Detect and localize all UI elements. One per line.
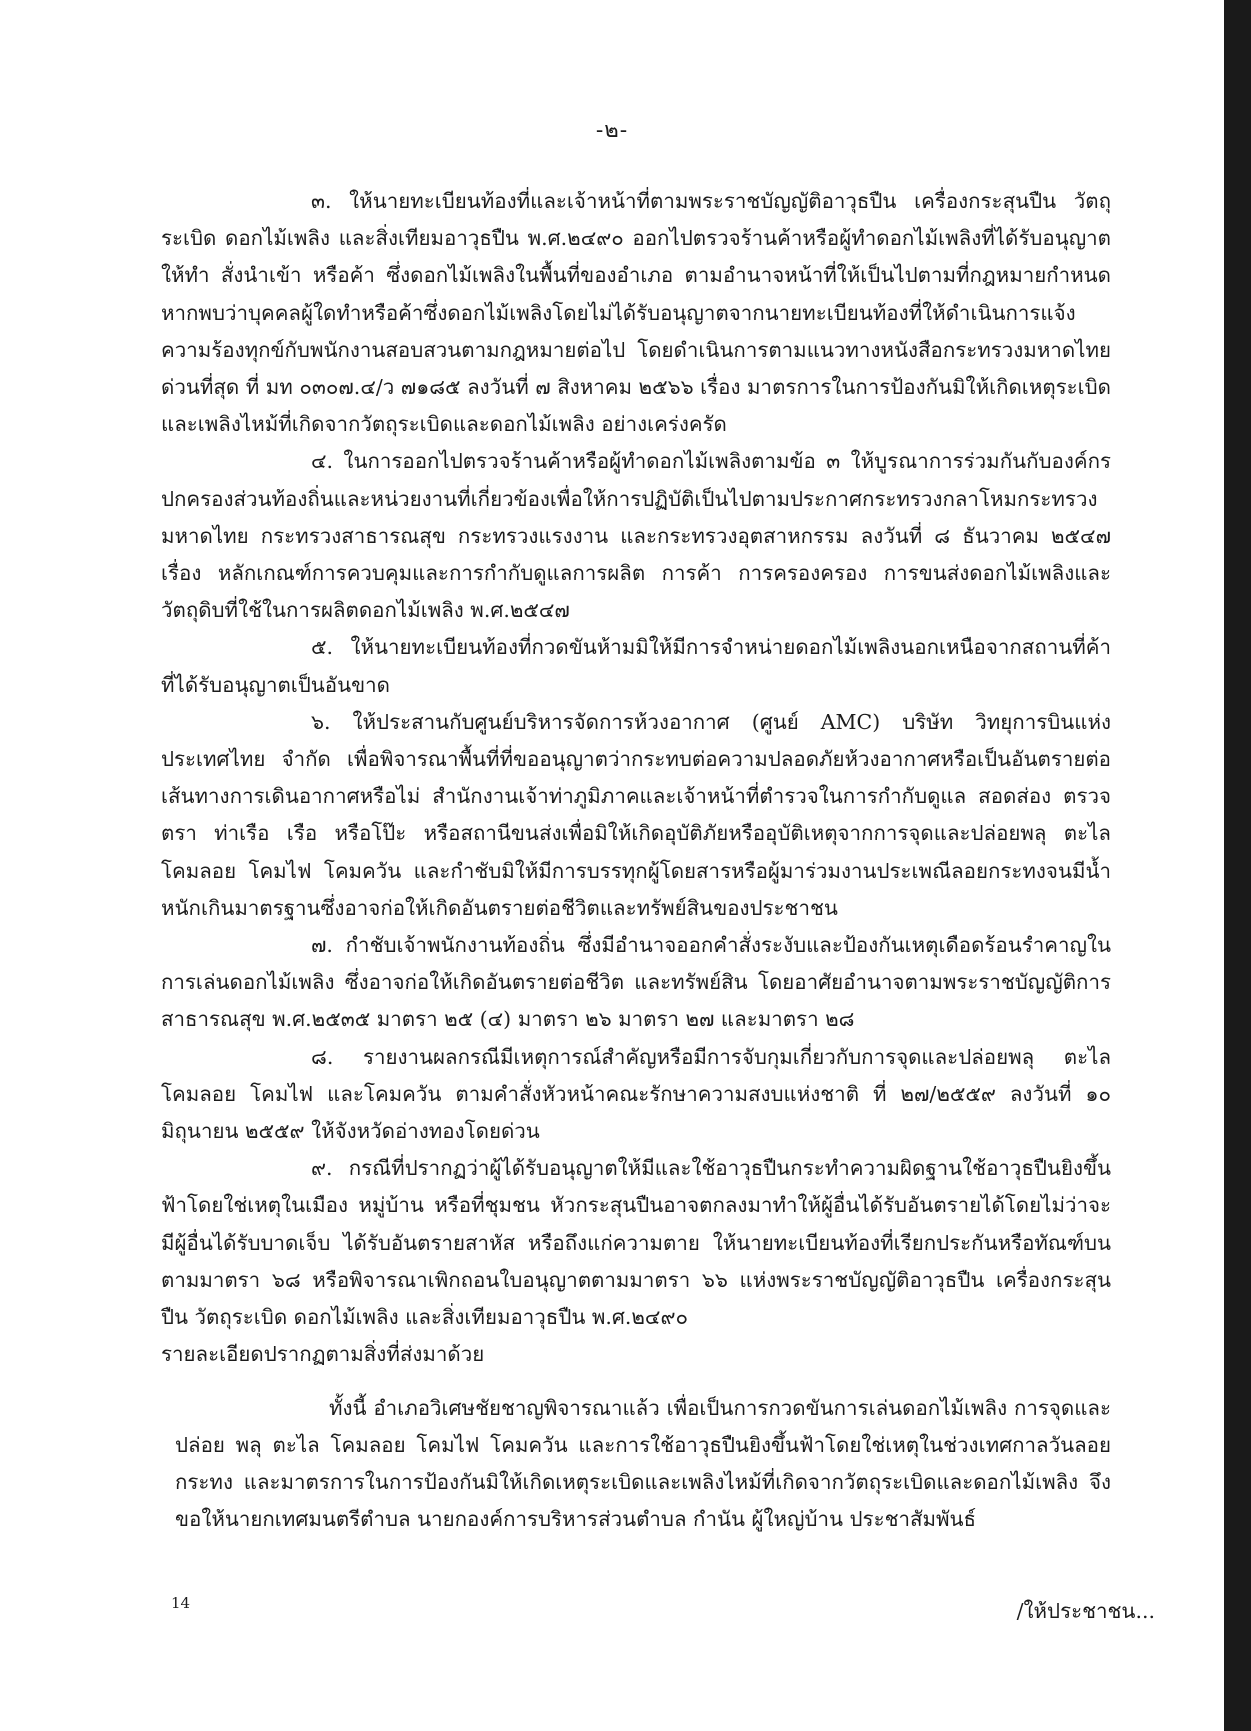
scan-edge-bar — [1224, 0, 1251, 1731]
paragraph-item-5: ๕. ให้นายทะเบียนท้องที่กวดขันห้ามมิให้มีการจำหน่ายดอกไม้เพลิงนอกเหนือจากสถานที่ค้าที่ได้รับอนุญาตเป็นอันขาด — [161, 635, 1111, 697]
closing-paragraph: ทั้งนี้ อำเภอวิเศษชัยชาญพิจารณาแล้ว เพื่อเป็นการกวดขันการเล่นดอกไม้เพลิง การจุดและปล่อย พลุ ตะไล โคมลอย โคมไฟ โคมควัน และการใช้อาวุธปืนยิงขึ้นฟ้าโดยใช่เหตุในช่วงเทศกาลวันลอยกระทง และมาตรการในการป้องกันมิให้เกิดเหตุระเบิดและเพลิงไหม้ที่เกิดจากวัตถุระเบิดและดอกไม้เพลิง จึงขอให้นายกเทศมนตรีตำบล นายกองค์การบริหารส่วนตำบล กำนัน ผู้ใหญ่บ้าน ประชาสัมพันธ์ — [175, 1395, 1111, 1532]
paragraph-item-3: ๓. ให้นายทะเบียนท้องที่และเจ้าหน้าที่ตามพระราชบัญญัติอาวุธปืน เครื่องกระสุนปืน วัตถุระเบิด ดอกไม้เพลิง และสิ่งเทียมอาวุธปืน พ.ศ.๒๔๙๐ ออกไปตรวจร้านค้าหรือผู้ทำดอกไม้เพลิงที่ได้รับอนุญาตให้ทำ สั่งนำเข้า หรือค้า ซึ่งดอกไม้เพลิงในพื้นที่ของอำเภอ ตามอำนาจหน้าที่ให้เป็นไปตามที่กฎหมายกำหนด หากพบว่าบุคคลผู้ใดทำหรือค้าซึ่งดอกไม้เพลิงโดยไม่ได้รับอนุญาตจากนายทะเบียนท้องที่ให้ดำเนินการแจ้งความร้องทุกข์กับพนักงานสอบสวนตามกฎหมายต่อไป โดยดำเนินการตามแนวทางหนังสือกระทรวงมหาดไทย ด่วนที่สุด ที่ มท ๐๓๐๗.๔/ว ๗๑๘๕ ลงวันที่ ๗ สิงหาคม ๒๕๖๖ เรื่อง มาตรการในการป้องกันมิให้เกิดเหตุระเบิดและเพลิงไหม้ที่เกิดจากวัตถุระเบิดและดอกไม้เพลิง อย่างเคร่งครัด — [161, 189, 1111, 437]
continuation-text: /ให้ประชาชน... — [1016, 1599, 1155, 1623]
paragraph-item-4: ๔. ในการออกไปตรวจร้านค้าหรือผู้ทำดอกไม้เพลิงตามข้อ ๓ ให้บูรณาการร่วมกันกับองค์กรปกครองส่วนท้องถิ่นและหน่วยงานที่เกี่ยวข้องเพื่อให้การปฏิบัติเป็นไปตามประกาศกระทรวงกลาโหมกระทรวงมหาดไทย กระทรวงสาธารณสุข กระทรวงแรงงาน และกระทรวงอุตสาหกรรม ลงวันที่ ๘ ธันวาคม ๒๕๔๗ เรื่อง หลักเกณฑ์การควบคุมและการกำกับดูแลการผลิต การค้า การครองครอง การขนส่งดอกไม้เพลิงและวัตถุดิบที่ใช้ในการผลิตดอกไม้เพลิง พ.ศ.๒๕๔๗ — [161, 449, 1111, 623]
document-body — [161, 183, 1111, 1538]
page-code: 14 — [171, 1594, 191, 1612]
page-number: -๒- — [595, 118, 629, 143]
paragraph-item-6: ๖. ให้ประสานกับศูนย์บริหารจัดการห้วงอากาศ (ศูนย์ AMC) บริษัท วิทยุการบินแห่งประเทศไทย จำกัด เพื่อพิจารณาพื้นที่ที่ขออนุญาตว่ากระทบต่อความปลอดภัยห้วงอากาศหรือเป็นอันตรายต่อเส้นทางการเดินอากาศหรือไม่ สำนักงานเจ้าท่าภูมิภาคและเจ้าหน้าที่ตำรวจในการกำกับดูแล สอดส่อง ตรวจตรา ท่าเรือ เรือ หรือโป๊ะ หรือสถานีขนส่งเพื่อมิให้เกิดอุบัติภัยหรืออุบัติเหตุจากการจุดและปล่อยพลุ ตะไล โคมลอย โคมไฟ โคมควัน และกำชับมิให้มีการบรรทุกผู้โดยสารหรือผู้มาร่วมงานประเพณีลอยกระทงจนมีน้ำหนักเกินมาตรฐานซึ่งอาจก่อให้เกิดอันตรายต่อชีวิตและทรัพย์สินของประชาชน — [161, 709, 1111, 920]
details-line: รายละเอียดปรากฏตามสิ่งที่ส่งมาด้วย — [161, 1342, 485, 1367]
paragraph-item-8: ๘. รายงานผลกรณีมีเหตุการณ์สำคัญหรือมีการจับกุมเกี่ยวกับการจุดและปล่อยพลุ ตะไล โคมลอย โคมไฟ และโคมควัน ตามคำสั่งหัวหน้าคณะรักษาความสงบแห่งชาติ ที่ ๒๗/๒๕๕๙ ลงวันที่ ๑๐ มิถุนายน ๒๕๕๙ ให้จังหวัดอ่างทองโดยด่วน — [161, 1044, 1111, 1144]
paragraph-item-9: ๙. กรณีที่ปรากฏว่าผู้ได้รับอนุญาตให้มีและใช้อาวุธปืนกระทำความผิดฐานใช้อาวุธปืนยิงขึ้นฟ้าโดยใช่เหตุในเมือง หมู่บ้าน หรือที่ชุมชน หัวกระสุนปืนอาจตกลงมาทำให้ผู้อื่นได้รับอันตรายได้โดยไม่ว่าจะมีผู้อื่นได้รับบาดเจ็บ ได้รับอันตรายสาหัส หรือถึงแก่ความตาย ให้นายทะเบียนท้องที่เรียกประกันหรือทัณฑ์บน ตามมาตรา ๖๘ หรือพิจารณาเพิกถอนใบอนุญาตตามมาตรา ๖๖ แห่งพระราชบัญญัติอาวุธปืน เครื่องกระสุนปืน วัตถุระเบิด ดอกไม้เพลิง และสิ่งเทียมอาวุธปืน พ.ศ.๒๔๙๐ — [161, 1156, 1111, 1330]
paragraph-item-7: ๗. กำชับเจ้าพนักงานท้องถิ่น ซึ่งมีอำนาจออกคำสั่งระงับและป้องกันเหตุเดือดร้อนรำคาญในการเล่นดอกไม้เพลิง ซึ่งอาจก่อให้เกิดอันตรายต่อชีวิต และทรัพย์สิน โดยอาศัยอำนาจตามพระราชบัญญัติการสาธารณสุข พ.ศ.๒๕๓๕ มาตรา ๒๕ (๔) มาตรา ๒๖ มาตรา ๒๗ และมาตรา ๒๘ — [161, 933, 1111, 1032]
